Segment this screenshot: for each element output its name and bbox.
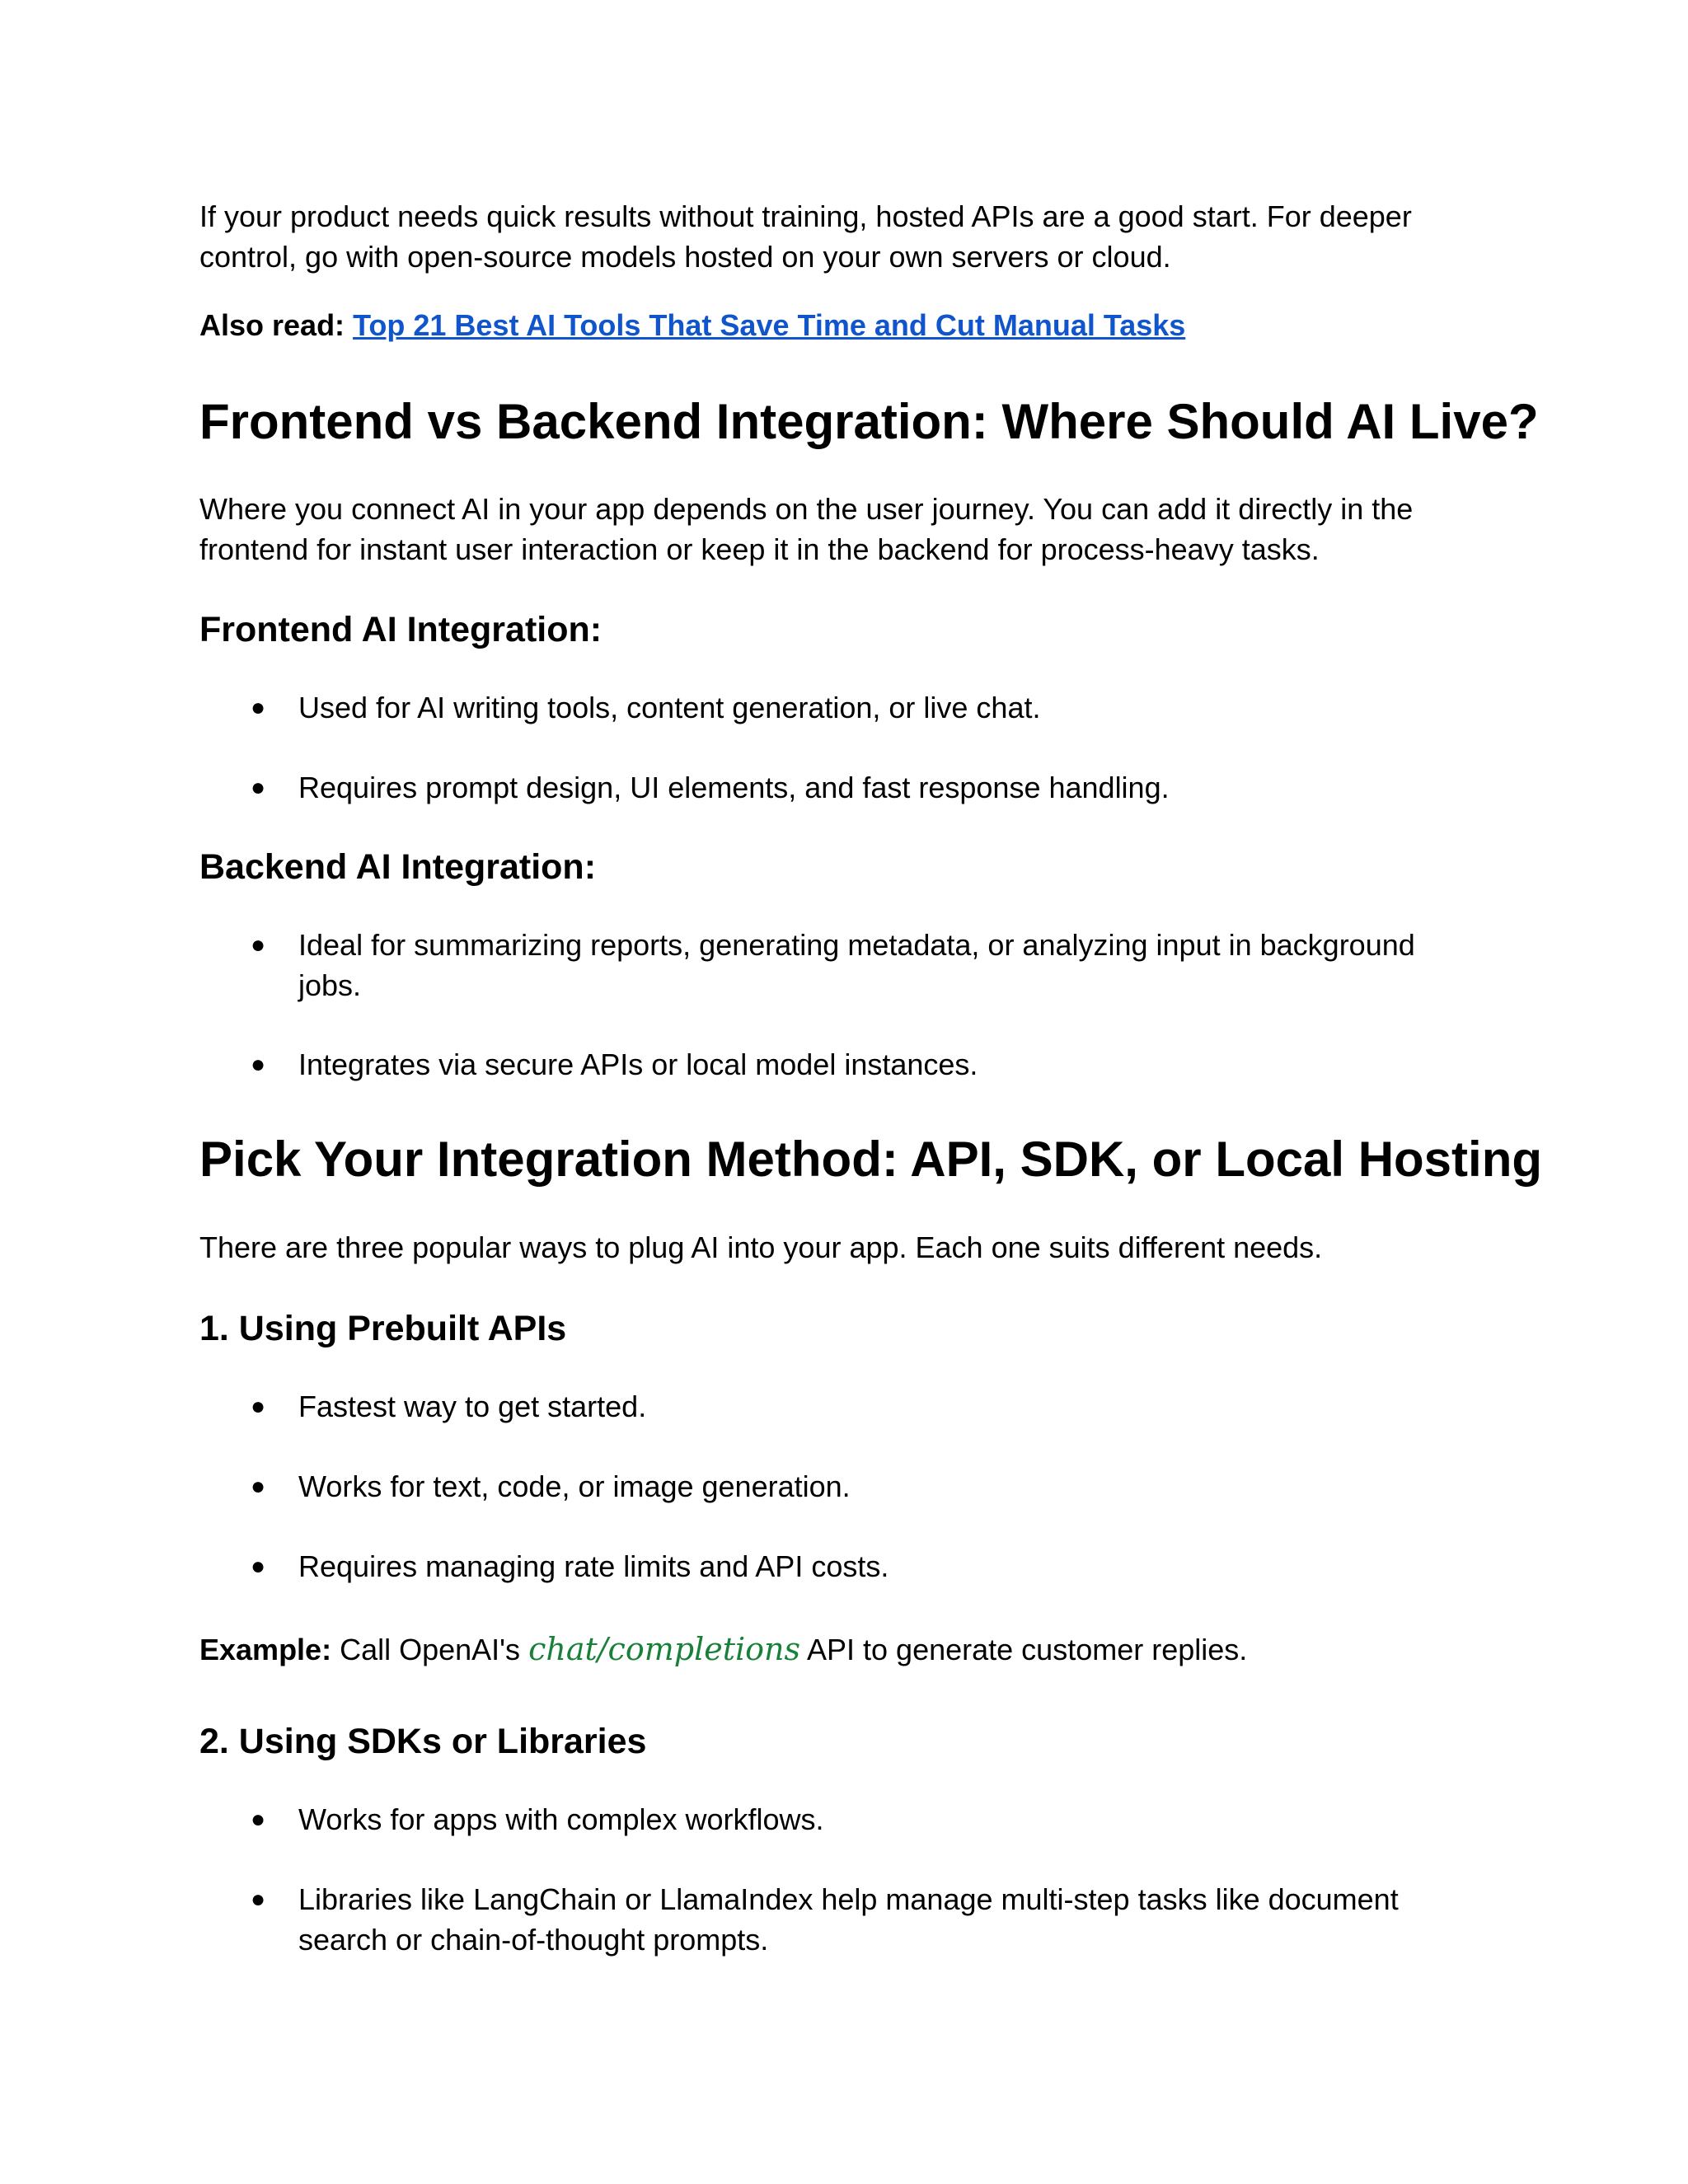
example-line: [199, 1629, 1502, 1670]
section1-paragraph: Where you connect AI in your app depends on the user journey. You can add it directly in the frontend for instant user interaction or keep it in the backend for process-heavy tasks.: [199, 492, 1414, 566]
example-text-before: Call OpenAI's: [331, 1633, 529, 1666]
section2-paragraph: There are three popular ways to plug AI into your app. Each one suits different needs.: [199, 1230, 1323, 1264]
code-snippet: chat/completions: [528, 1631, 800, 1667]
prebuilt-apis-heading: 1. Using Prebuilt APIs: [199, 1309, 567, 1348]
bullet-icon: ●: [251, 931, 266, 958]
bullet-icon: ●: [251, 694, 266, 721]
example-text-after: API to generate customer replies.: [799, 1633, 1248, 1666]
also-read-label: Also read:: [199, 308, 345, 342]
also-read-link[interactable]: Top 21 Best AI Tools That Save Time and Cut Manual Tasks: [353, 308, 1186, 342]
list-item-text: Works for text, code, or image generation.: [298, 1469, 851, 1503]
bullet-icon: ●: [251, 1806, 266, 1833]
sdk-libraries-heading: 2. Using SDKs or Libraries: [199, 1722, 647, 1761]
also-read-line: [199, 305, 1502, 345]
intro-paragraph: If your product needs quick results without training, hosted APIs are a good start. For deeper control, go with open-source models hosted on your own servers or cloud.: [199, 199, 1412, 274]
bullet-icon: ●: [251, 1393, 266, 1420]
list-item-text: Libraries like LangChain or LlamaIndex help manage multi-step tasks like document search or chain-of-thought prompts.: [298, 1882, 1399, 1957]
list-item-text: Requires managing rate limits and API costs.: [298, 1549, 889, 1583]
bullet-icon: ●: [251, 774, 266, 801]
list-item-text: Integrates via secure APIs or local model instances.: [298, 1047, 978, 1081]
backend-ai-heading: Backend AI Integration:: [199, 847, 597, 887]
section-heading-integration-method: Pick Your Integration Method: API, SDK, or Local Hosting: [199, 1132, 1542, 1187]
bullet-icon: ●: [251, 1051, 266, 1078]
list-item-text: Ideal for summarizing reports, generating metadata, or analyzing input in background jobs.: [298, 928, 1415, 1002]
list-item-text: Works for apps with complex workflows.: [298, 1802, 824, 1836]
list-item-text: Used for AI writing tools, content generation, or live chat.: [298, 691, 1041, 724]
section-heading-frontend-backend: Frontend vs Backend Integration: Where Should AI Live?: [199, 394, 1539, 449]
example-label: Example:: [199, 1633, 332, 1666]
list-item-text: Fastest way to get started.: [298, 1390, 647, 1423]
bullet-icon: ●: [251, 1886, 266, 1913]
list-item-text: Requires prompt design, UI elements, and fast response handling.: [298, 771, 1170, 804]
bullet-icon: ●: [251, 1553, 266, 1580]
bullet-icon: ●: [251, 1473, 266, 1500]
frontend-ai-heading: Frontend AI Integration:: [199, 610, 603, 649]
